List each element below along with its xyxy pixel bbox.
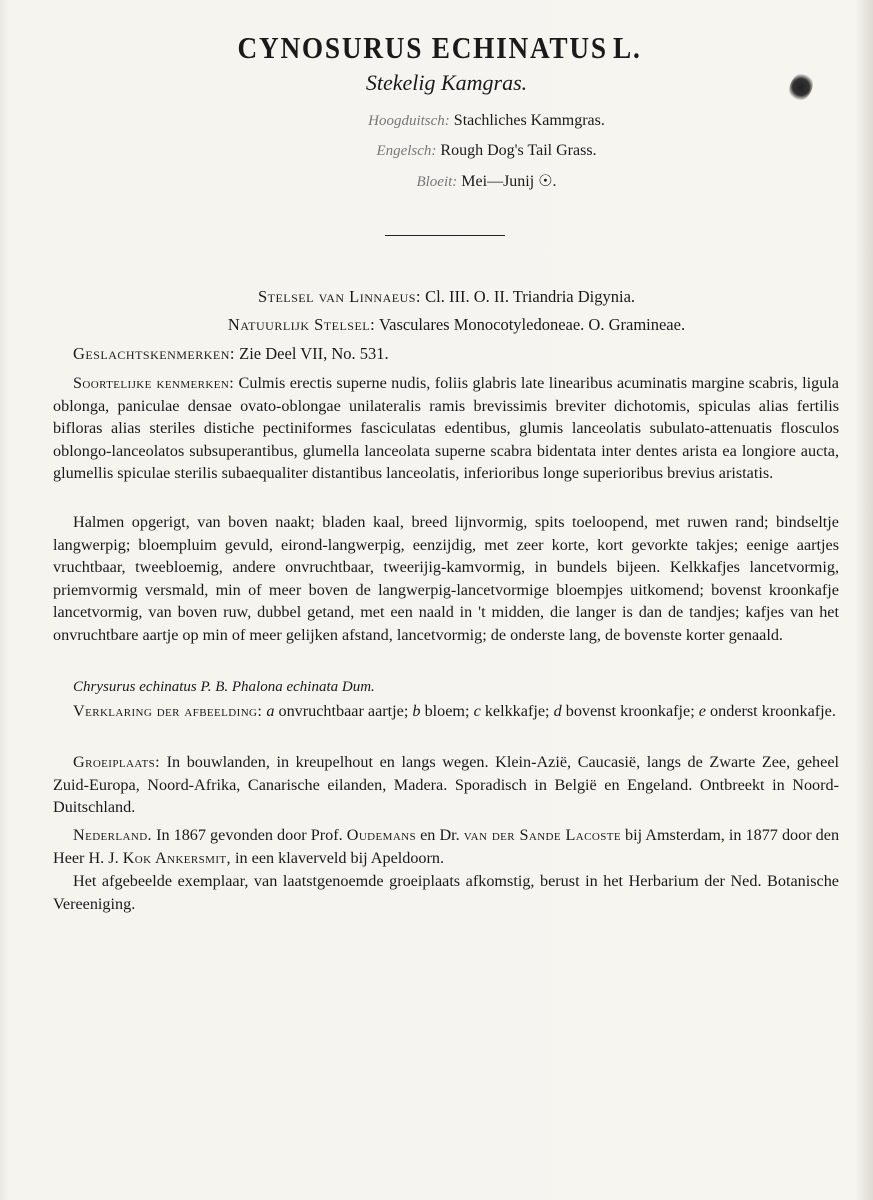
dutch-description: Halmen opgerigt, van boven naakt; bladen kaal, breed lijnvormig, spits toeloopend, met ruwen rand; bindseltje langwerpig; bloempluim gevuld, eirond-langwerpig, eenzijdig, met zeer korte, kort gevorkte takjes; eenige aartjes vruchtbaar, tweebloemig, andere onvruchtbaar, tweerijig-kamvormig, in bundels bijeen. Kelkkafjes lancetvormig, priemvormig versmald, min of meer boven de langwerpig-lancetvormige bloempjes uitkomend; bovenst kroonkafje lancetvormig, van boven ruw, dubbel getand, met een naald in 't midden, die langer is dan de tandjes; kafjes van het onvruchtbare aartje op min of meer gelijken afstand, lancetvormig; de onderste lang, de bovenste korter genaald. <box>53 513 839 644</box>
divider-rule <box>385 235 505 236</box>
linnaeus-label: Stelsel van Linnaeus: <box>257 287 421 306</box>
genus-label: Geslachtskenmerken: <box>73 344 236 363</box>
linnaeus-value: Cl. III. O. II. Triandria Digynia. <box>425 287 636 306</box>
netherlands-text-3: bij Amsterdam, in 1877 door den Heer H. J. <box>53 826 840 867</box>
figure-text-d: bovenst kroonkafje; <box>565 702 695 720</box>
german-value: Stachliches Kammgras. <box>453 112 605 129</box>
figure-text-b: bloem; <box>424 702 470 720</box>
figure-key-b: b <box>412 702 421 720</box>
figure-key-c: c <box>473 702 481 720</box>
netherlands-records <box>53 824 839 869</box>
english-value: Rough Dog's Tail Grass. <box>440 142 597 159</box>
habitat-text: In bouwlanden, in kreupelhout en langs wegen. Klein-Azië, Caucasië, langs de Zwarte Zee, geheel Zuid-Europa, Noord-Afrika, Canarische eilanden, Madera. Sporadisch in België en Engeland. Ontbreekt in Noord-Duitschland. <box>53 753 840 817</box>
genus-line <box>73 344 389 364</box>
linnaeus-system-line <box>10 287 873 307</box>
natural-label: Natuurlijk Stelsel: <box>227 315 376 334</box>
common-name: Stekelig Kamgras. <box>365 70 528 95</box>
netherlands-label: Nederland. <box>73 826 153 844</box>
person-van-der-sande-lacoste: van der Sande Lacoste <box>463 826 621 844</box>
person-kok-ankersmit: Kok Ankersmit, <box>122 848 231 867</box>
netherlands-text-4: in een klaverveld bij Apeldoorn. <box>235 848 445 867</box>
synonyms: Chrysurus echinatus P. B. Phalona echinata Dum. <box>73 679 375 695</box>
german-label: Hoogduitsch: <box>368 113 450 129</box>
genus-value: Zie Deel VII, No. 531. <box>239 344 389 363</box>
bloom-value: Mei—Junij ☉. <box>461 173 557 190</box>
species-text: Culmis erectis superne nudis, foliis glabris late linearibus acuminatis margine scabris, ligula oblonga, paniculae densae ovato-oblongae unilateralis ramis brevissimis breviter dichotomis, spiculas alias fertilis bifloras alias steriles distiche pectiniformes fasciculatas edentibus, glumis lanceolatis subulato-attenuatis flosculos oblongo-lanceolatos subsuperantibus, glumella lanceolata superne scabra bidentata inter dentes arista ea longiore aucta, glumellis spiculae sterilis subaequaliter distantibus lanceolatis, inferioribus longe superioribus brevius aristatis. <box>53 374 839 483</box>
habitat <box>53 751 839 819</box>
figure-explanation-label: Verklaring der afbeelding: <box>73 702 263 720</box>
figure-text-e: onderst kroonkafje. <box>710 702 836 720</box>
figure-text-a: onvruchtbaar aartje; <box>278 702 409 720</box>
species-label: Soortelijke kenmerken: <box>73 374 235 392</box>
person-oudemans: Oudemans <box>346 826 417 844</box>
author-abbreviation: L. <box>613 30 642 65</box>
netherlands-text-1: In 1867 gevonden door Prof. <box>156 826 343 844</box>
figure-key-e: e <box>698 702 706 720</box>
figure-text-c: kelkkafje; <box>484 702 550 720</box>
bloom-label: Bloeit: <box>416 174 458 190</box>
natural-system-line <box>20 315 873 335</box>
german-name-line <box>50 112 873 130</box>
natural-value: Vasculares Monocotyledoneae. O. Gramineae. <box>379 315 686 334</box>
figure-key-d: d <box>553 702 562 720</box>
english-label: Engelsch: <box>376 143 437 159</box>
species-title <box>53 30 821 66</box>
figure-explanation <box>53 700 839 723</box>
species-characteristics <box>53 372 839 485</box>
specimen-note: Het afgebeelde exemplaar, van laatstgenoemde groeiplaats afkomstig, berust in het Herbarium der Ned. Botanische Vereeniging. <box>53 872 839 913</box>
scientific-name: CYNOSURUS ECHINATUS <box>237 30 608 65</box>
english-name-line <box>50 142 873 160</box>
bloom-line <box>50 171 873 191</box>
habitat-label: Groeiplaats: <box>73 753 160 771</box>
netherlands-text-2: en Dr. <box>420 826 460 844</box>
figure-key-a: a <box>266 702 275 720</box>
